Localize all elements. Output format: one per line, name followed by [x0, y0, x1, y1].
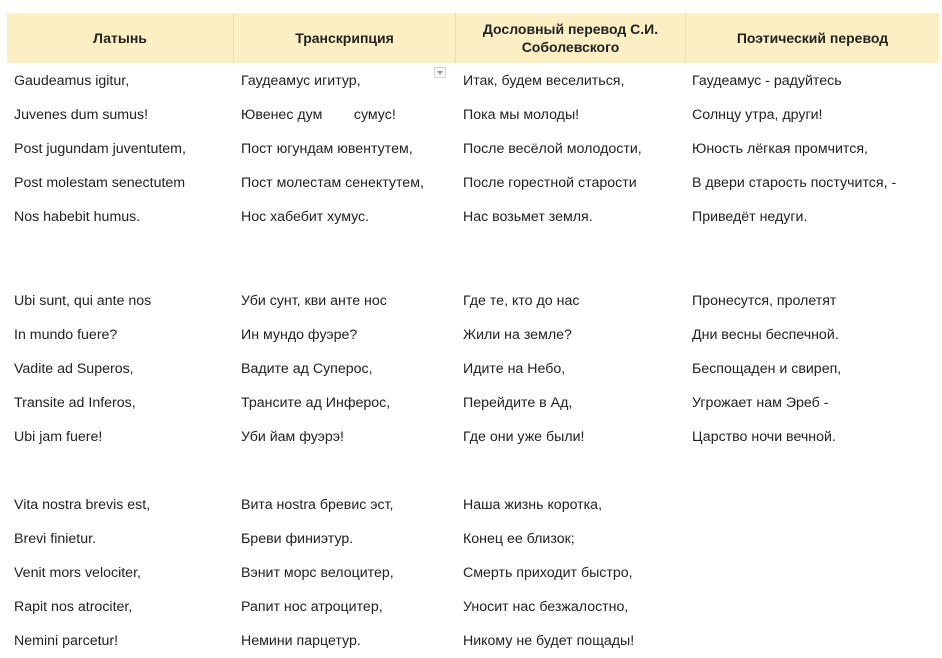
transcription-cell: Вадите ад Суперос,: [241, 361, 373, 377]
table-row: [7, 488, 939, 522]
table-row: [7, 420, 939, 454]
table-row: [7, 590, 939, 624]
literal-cell: Нас возьмет земля.: [463, 209, 593, 225]
table-row: [7, 200, 939, 234]
table-row: [7, 386, 939, 420]
table-row: [7, 522, 939, 556]
latin-cell: Vita nostra brevis est,: [14, 497, 151, 513]
poetic-cell: [686, 488, 939, 522]
latin-cell: Nemini parcetur!: [14, 633, 119, 649]
table-row: [7, 64, 939, 98]
poetic-cell: Приведёт недуги.: [692, 209, 808, 225]
table-row: [7, 166, 939, 200]
latin-cell: Rapit nos atrociter,: [14, 599, 133, 615]
transcription-cell: Трансите ад Инферос,: [241, 395, 391, 411]
stanza-3: [7, 488, 939, 658]
header-transcription: Транскрипция: [234, 13, 456, 63]
latin-cell: Ubi sunt, qui ante nos: [14, 293, 152, 309]
stanza-2: [7, 284, 939, 454]
literal-cell: Идите на Небо,: [463, 361, 566, 377]
literal-cell: Наша жизнь коротка,: [463, 497, 603, 513]
poetic-cell: Царство ночи вечной.: [692, 429, 836, 445]
poetic-cell: [686, 590, 939, 624]
header-literal-translation: Дословный перевод С.И. Соболевского: [456, 13, 686, 63]
literal-cell: Пока мы молоды!: [463, 107, 580, 123]
transcription-cell: Ин мундо фуэре?: [241, 327, 358, 343]
table-row: [7, 318, 939, 352]
poetic-cell: Гаудеамус - радуйтесь: [692, 73, 842, 89]
transcription-cell: Рапит нос атроцитер,: [241, 599, 383, 615]
poetic-cell: Юность лёгкая промчится,: [692, 141, 868, 157]
literal-cell: Перейдите в Ад,: [463, 395, 573, 411]
literal-cell: Никому не будет пощады!: [463, 633, 635, 649]
transcription-cell: Бреви финиэтур.: [241, 531, 354, 547]
transcription-cell: Уби сунт, кви анте нос: [241, 293, 387, 309]
latin-cell: Post molestam senectutem: [14, 175, 186, 191]
literal-cell: Где они уже были!: [463, 429, 585, 445]
header-poetic-translation: Поэтический перевод: [736, 30, 889, 46]
transcription-cell: Пост молестам сенектутем,: [241, 175, 424, 191]
poetic-cell: [686, 624, 939, 658]
table-row: [7, 132, 939, 166]
poetic-cell: Беспощаден и свиреп,: [692, 361, 842, 377]
poem-translation-table: [7, 13, 939, 658]
latin-cell: Ubi jam fuere!: [14, 429, 103, 445]
latin-cell: Brevi finietur.: [14, 531, 97, 547]
table-body: [7, 64, 939, 658]
transcription-cell: Нос хабебит хумус.: [241, 209, 370, 225]
latin-cell: Transite ad Inferos,: [14, 395, 136, 411]
transcription-cell: Вита нostra бревис эст,: [241, 497, 394, 513]
poetic-cell: Угрожает нам Эреб -: [692, 395, 829, 411]
table-row: [7, 284, 939, 318]
poetic-cell: Дни весны беспечной.: [692, 327, 839, 343]
literal-cell: Жили на земле?: [463, 327, 572, 343]
poetic-cell: [686, 556, 939, 590]
stanza-1: [7, 64, 939, 234]
poetic-cell: Солнцу утра, други!: [692, 107, 823, 123]
latin-cell: Vadite ad Superos,: [14, 361, 134, 377]
literal-cell: Конец ее близок;: [463, 531, 575, 547]
transcription-cell: Немини парцетур.: [241, 633, 361, 649]
literal-cell: После горестной старости: [463, 175, 637, 191]
table-row: [7, 352, 939, 386]
literal-cell: Итак, будем веселиться,: [463, 73, 625, 89]
latin-cell: Post jugundam juventutem,: [14, 141, 186, 157]
poetic-cell: [686, 522, 939, 556]
dropdown-arrow-icon[interactable]: [434, 67, 446, 78]
table-header-row: [7, 13, 939, 63]
header-latin: Латынь: [7, 13, 234, 63]
latin-cell: Gaudeamus igitur,: [14, 73, 130, 89]
literal-cell: Смерть приходит быстро,: [463, 565, 633, 581]
latin-cell: Nos habebit humus.: [14, 209, 141, 225]
literal-cell: Уносит нас безжалостно,: [463, 599, 629, 615]
literal-cell: После весёлой молодости,: [463, 141, 642, 157]
poetic-cell: В двери старость постучится, -: [692, 175, 897, 191]
latin-cell: Juvenes dum sumus!: [14, 107, 149, 123]
transcription-cell: Ювенес дум сумус!: [241, 107, 396, 123]
latin-cell: Venit mors velociter,: [14, 565, 141, 581]
transcription-cell: Вэнит морс велоцитер,: [241, 565, 394, 581]
table-row: [7, 98, 939, 132]
table-row: [7, 556, 939, 590]
table-row: [7, 624, 939, 658]
transcription-cell: Уби йам фуэрэ!: [241, 429, 344, 445]
latin-cell: In mundo fuere?: [14, 327, 118, 343]
literal-cell: Где те, кто до нас: [463, 293, 580, 309]
transcription-cell: Пост югундам ювентутем,: [241, 141, 413, 157]
poetic-cell: Пронесутся, пролетят: [692, 293, 837, 309]
transcription-cell: Гаудеамус игитур,: [241, 73, 361, 89]
